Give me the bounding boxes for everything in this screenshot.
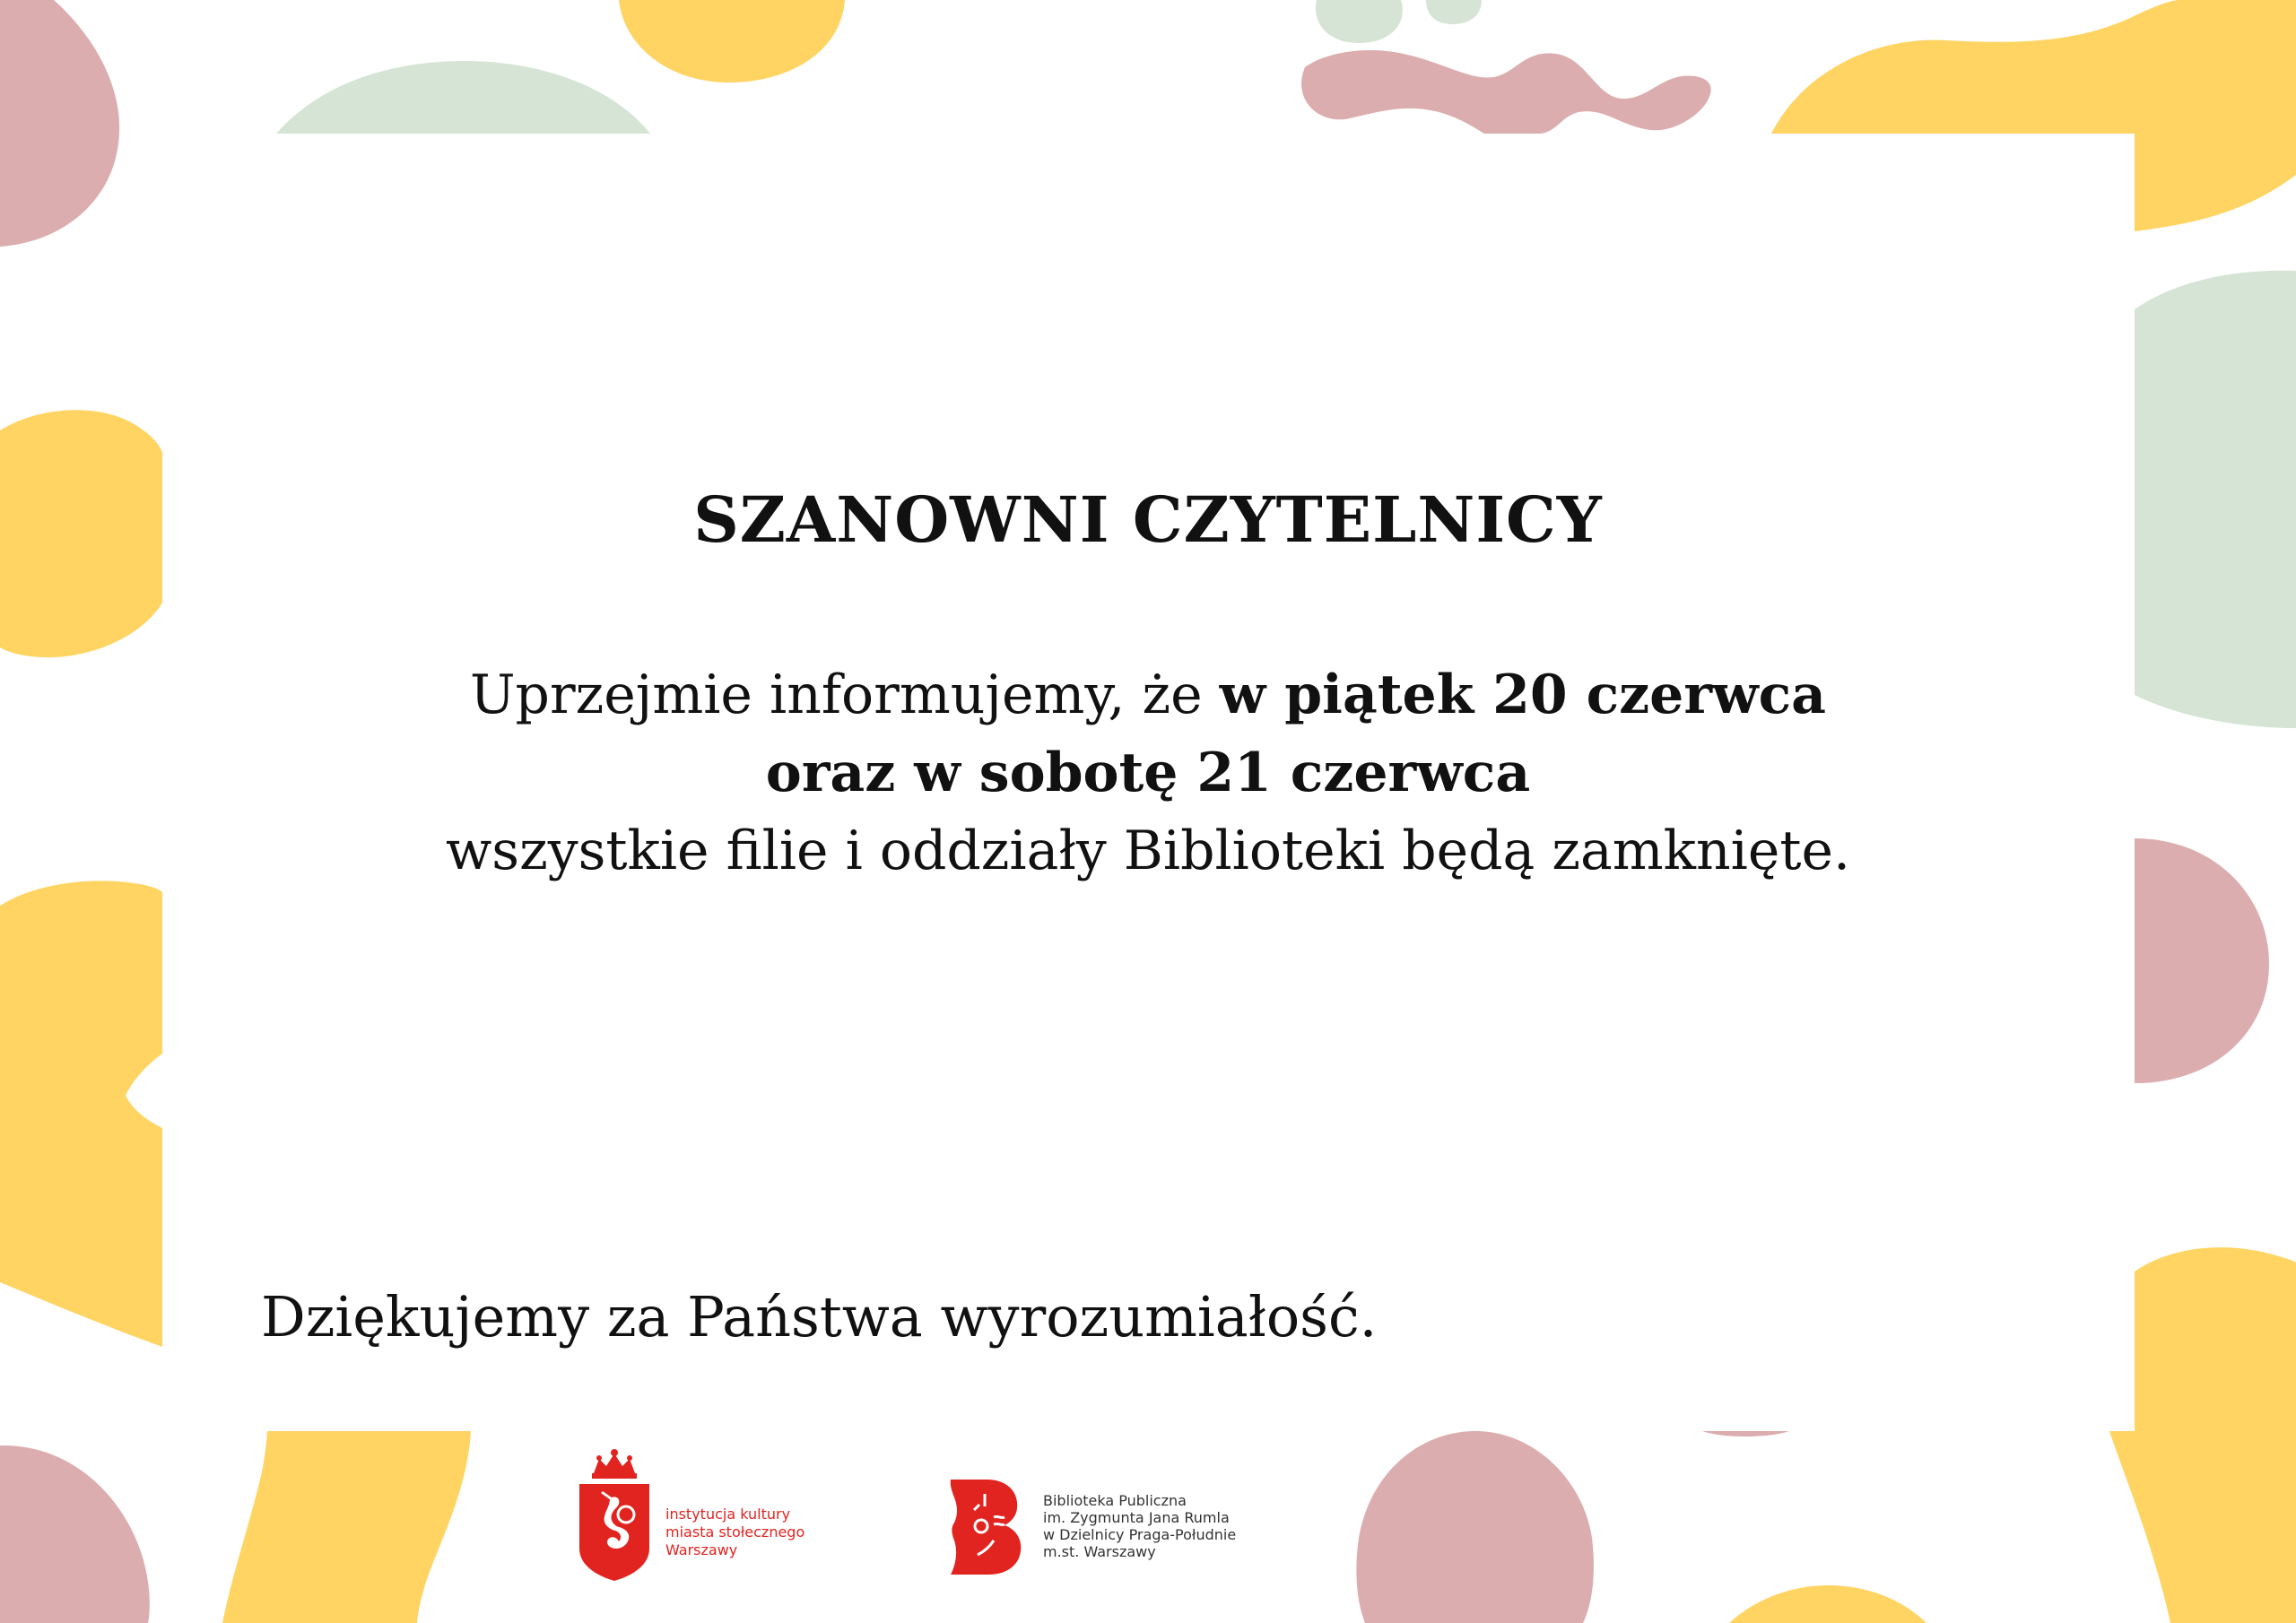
message-date-friday: w piątek 20 czerwca <box>1219 664 1827 726</box>
library-logo <box>942 1471 1265 1578</box>
library-label-line-3: w Dzielnicy Praga-Południe <box>1043 1526 1237 1543</box>
library-b-logo-icon <box>942 1471 1031 1578</box>
library-label-line-1: Biblioteka Publiczna <box>1043 1492 1187 1509</box>
notice-message <box>0 656 2296 890</box>
message-date-saturday: oraz w sobotę 21 czerwca <box>765 742 1531 804</box>
city-label-line-1: instytucja kultury <box>665 1506 791 1523</box>
city-culture-label <box>665 1506 804 1559</box>
city-culture-logo <box>574 1448 834 1583</box>
message-line-1-regular: Uprzejmie informujemy, że <box>469 664 1220 726</box>
message-line-3: wszystkie filie i oddziały Biblioteki będą zamknięte. <box>445 820 1851 882</box>
city-label-line-2: miasta stołecznego <box>665 1523 805 1541</box>
notice-title: SZANOWNI CZYTELNICY <box>693 482 1603 557</box>
library-label-line-2: im. Zygmunta Jana Rumla <box>1043 1509 1230 1526</box>
message-line-2 <box>0 734 2296 812</box>
warsaw-mermaid-crest-icon <box>574 1448 655 1583</box>
thanks-text: Dziękujemy za Państwa wyrozumiałość. <box>261 1284 1378 1350</box>
library-label-line-4: m.st. Warszawy <box>1043 1543 1156 1560</box>
city-label-line-3: Warszawy <box>665 1541 738 1558</box>
message-line-1 <box>0 656 2296 734</box>
library-label <box>1043 1492 1236 1560</box>
